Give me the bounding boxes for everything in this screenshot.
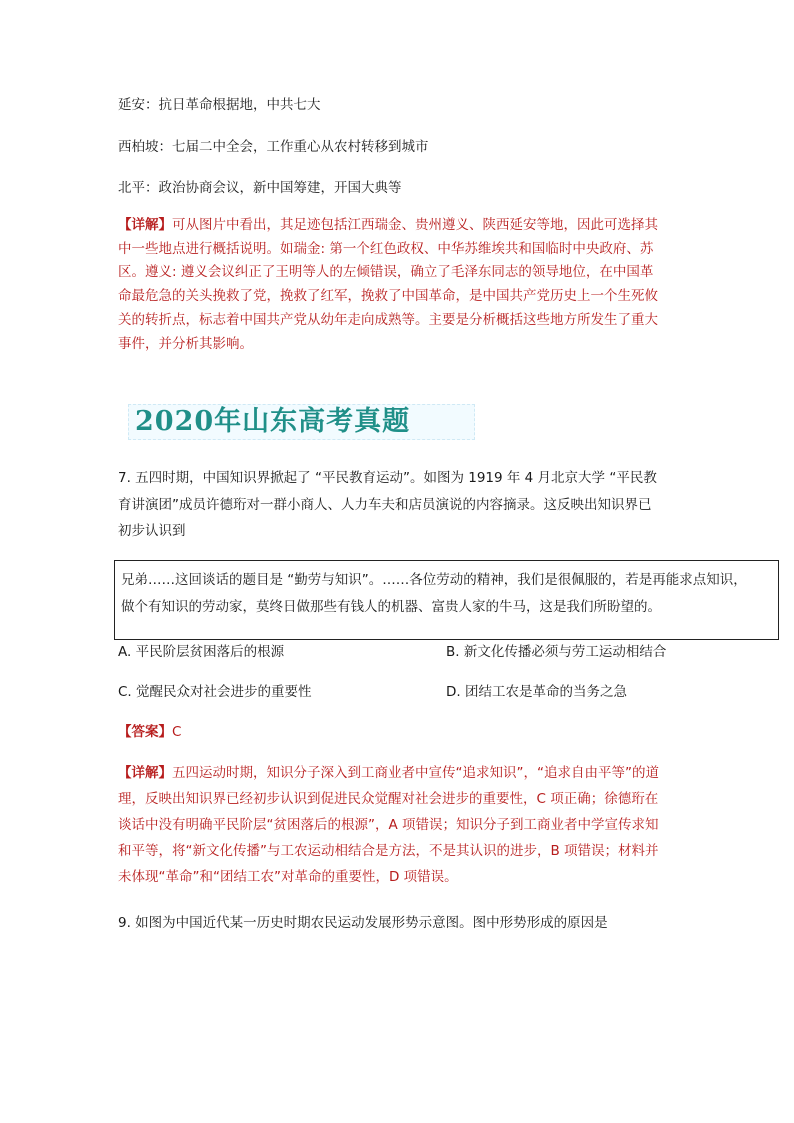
detail-label: 【详解】 xyxy=(118,765,172,781)
detail-line: 中一些地点进行概括说明。如瑞金: 第一个红色政权、中华苏维埃共和国临时中央政府、苏 xyxy=(118,240,654,257)
question-line: 初步认识到 xyxy=(118,523,186,539)
exam-title-banner xyxy=(128,404,475,440)
detail-line: 和平等，将“新文化传播”与工农运动相结合是方法，不是其认识的进步，B 项错误；材料并 xyxy=(118,843,659,859)
detail-line: 区。遵义: 遵义会议纠正了王明等人的左倾错误，确立了毛泽东同志的领导地位，在中国革 xyxy=(118,264,654,281)
detail-line: 命最危急的关头挽救了党，挽救了红军，挽救了中国革命，是中国共产党历史上一个生死攸 xyxy=(118,288,658,305)
exam-title-text: 2020年山东高考真题 xyxy=(135,406,411,437)
quote-box xyxy=(114,560,779,640)
option-c: C. 觉醒民众对社会进步的重要性 xyxy=(118,684,312,700)
answer-line xyxy=(118,722,181,742)
answer-value: C xyxy=(172,724,182,740)
site-beiping: 北平：政治协商会议，新中国筹建，开国大典等 xyxy=(118,180,402,196)
quote-line: 做个有知识的劳动家，莫终日做那些有钱人的机器、富贵人家的牛马，这是我们所盼望的。 xyxy=(121,599,661,615)
detail-line: 理，反映出知识界已经初步认识到促进民众觉醒对社会进步的重要性，C 项正确；徐德珩在 xyxy=(118,791,659,807)
detail-label: 【详解】 xyxy=(118,217,172,233)
question-line: 7. 五四时期，中国知识界掀起了 “平民教育运动”。如图为 1919 年 4 月北京大学 “平民教 xyxy=(118,470,657,486)
option-a: A. 平民阶层贫困落后的根源 xyxy=(118,644,285,660)
option-b: B. 新文化传播必须与劳工运动相结合 xyxy=(446,644,667,660)
detail-line: 未体现“革命”和“团结工农”对革命的重要性，D 项错误。 xyxy=(118,869,458,885)
detail-paragraph-1 xyxy=(118,214,680,356)
detail-line: 五四运动时期，知识分子深入到工商业者中宣传“追求知识”，“追求自由平等”的道 xyxy=(172,765,659,781)
detail-paragraph-2 xyxy=(118,760,680,890)
question-7-stem xyxy=(118,465,680,545)
detail-line: 可从图片中看出，其足迹包括江西瑞金、贵州遵义、陕西延安等地，因此可选择其 xyxy=(172,217,658,233)
detail-line: 事件，并分析其影响。 xyxy=(118,335,253,352)
question-line: 育讲演团”成员许德珩对一群小商人、人力车夫和店员演说的内容摘录。这反映出知识界已 xyxy=(118,496,652,513)
site-yanan: 延安：抗日革命根据地，中共七大 xyxy=(118,97,321,113)
detail-line: 关的转折点，标志着中国共产党从幼年走向成熟等。主要是分析概括这些地方所发生了重大 xyxy=(118,311,658,328)
quote-line: 兄弟……这回谈话的题目是 “勤劳与知识”。……各位劳动的精神，我们是很佩服的，若是再能求点知识， xyxy=(121,572,747,588)
answer-label: 【答案】 xyxy=(118,724,172,740)
detail-line: 谈话中没有明确平民阶层“贫困落后的根源”，A 项错误；知识分子到工商业者中学宣传求知 xyxy=(118,817,659,833)
option-d: D. 团结工农是革命的当务之急 xyxy=(446,684,627,700)
question-9-stem: 9. 如图为中国近代某一历史时期农民运动发展形势示意图。图中形势形成的原因是 xyxy=(118,915,608,931)
site-xibaipo: 西柏坡：七届二中全会，工作重心从农村转移到城市 xyxy=(118,139,429,155)
